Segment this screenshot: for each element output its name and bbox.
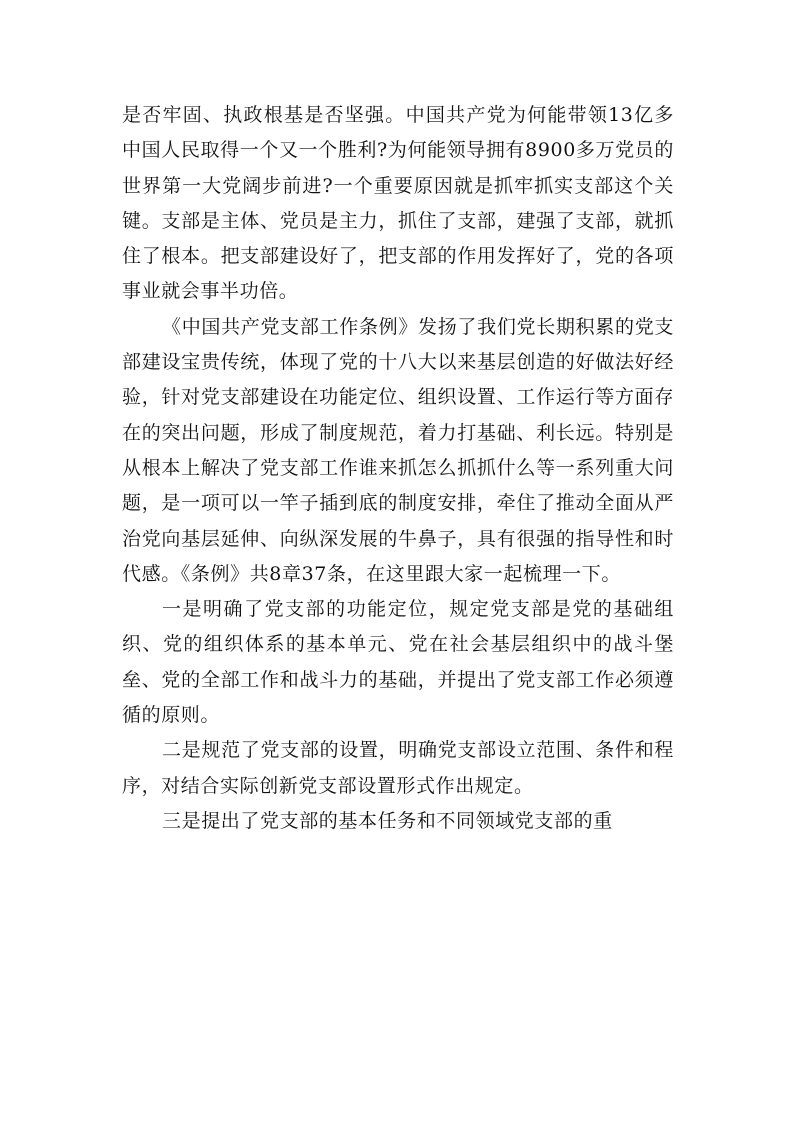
paragraph-1: 是否牢固、执政根基是否坚强。中国共产党为何能带领13亿多中国人民取得一个又一个胜利?为何能领导拥有8900多万党员的世界第一大党阔步前进?一个重要原因就是抓牢抓实支部这个关键。支部是主体、党员是主力，抓住了支部，建强了支部，就抓住了根本。把支部建设好了，把支部的作用发挥好了，党的各项事业就会事半功倍。 xyxy=(122,104,674,303)
paragraph-2: 《中国共产党支部工作条例》发扬了我们党长期积累的党支部建设宝贵传统，体现了党的十八大以来基层创造的好做法好经验，针对党支部建设在功能定位、组织设置、工作运行等方面存在的突出问题，形成了制度规范，着力打基础、利长远。特别是从根本上解决了党支部工作谁来抓怎么抓抓什么等一系列重大问题，是一项可以一竿子插到底的制度安排，牵住了推动全面从严治党向基层延伸、向纵深发展的牛鼻子，具有很强的指导性和时代感。《条例》共8章37条，在这里跟大家一起梳理一下。 xyxy=(122,315,674,585)
paragraph-4: 二是规范了党支部的设置，明确党支部设立范围、条件和程序，对结合实际创新党支部设置形式作出规定。 xyxy=(122,739,674,797)
document-body xyxy=(122,98,674,839)
paragraph-3: 一是明确了党支部的功能定位，规定党支部是党的基础组织、党的组织体系的基本单元、党在社会基层组织中的战斗堡垒、党的全部工作和战斗力的基础，并提出了党支部工作必须遵循的原则。 xyxy=(122,598,674,727)
paragraph-5: 三是提出了党支部的基本任务和不同领域党支部的重 xyxy=(162,809,613,832)
